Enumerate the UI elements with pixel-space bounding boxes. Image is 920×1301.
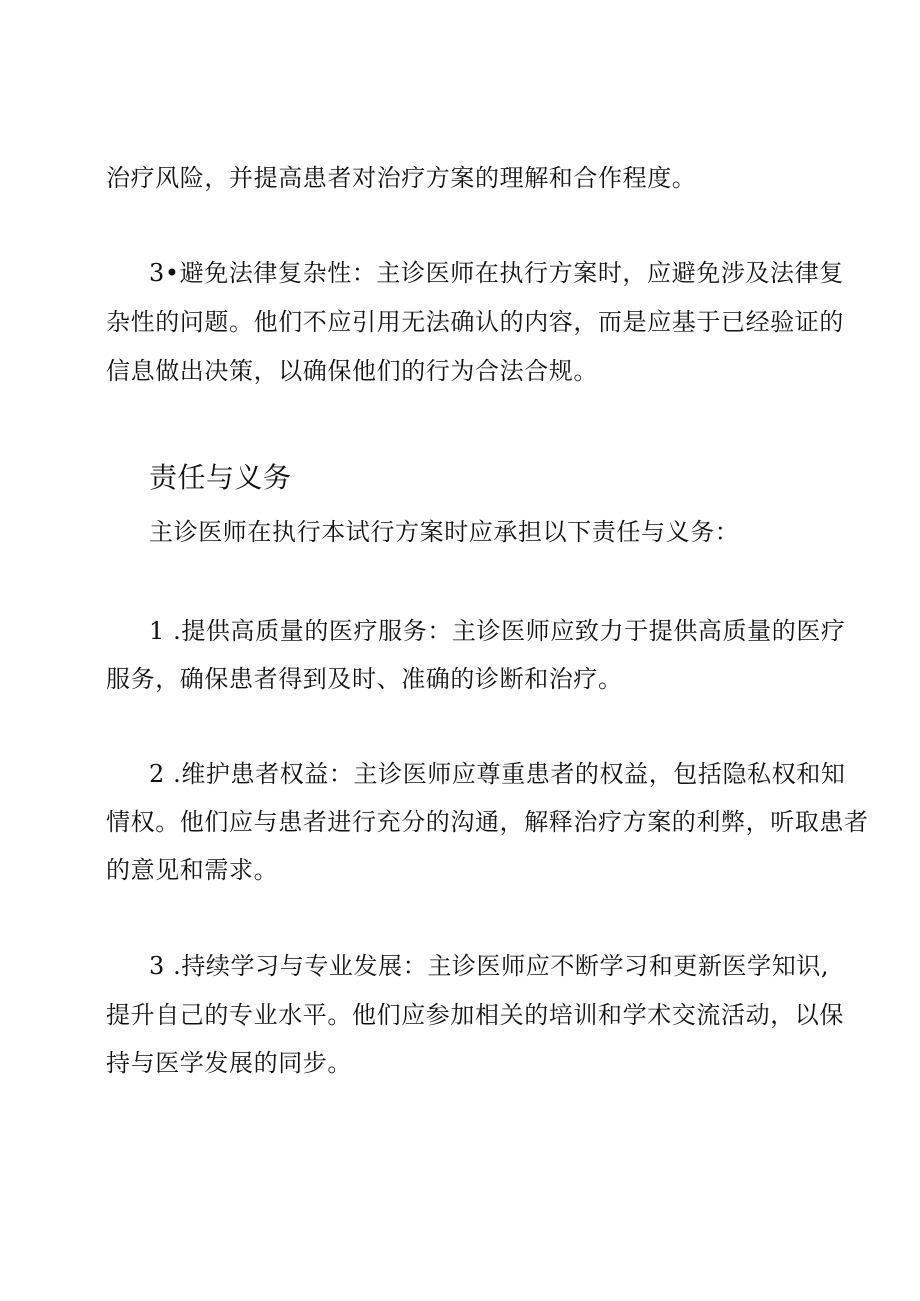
item-3-line-2: 提升自己的专业水平。他们应参加相关的培训和学术交流活动，以保	[106, 1001, 844, 1029]
item-1-line-2: 服务，确保患者得到及时、准确的诊断和治疗。	[106, 665, 623, 693]
item-2-line-1: 2 .维护患者权益：主诊医师应尊重患者的权益，包括隐私权和知	[149, 760, 846, 788]
item-3-line-1: 3 .持续学习与专业发展：主诊医师应不断学习和更新医学知识,	[149, 952, 830, 980]
paragraph-continuation: 治疗风险，并提高患者对治疗方案的理解和合作程度。	[106, 164, 697, 192]
legal-item-line-1: 3•避免法律复杂性：主诊医师在执行方案时，应避免涉及法律复	[149, 259, 844, 287]
item-1-line-1: 1 .提供高质量的医疗服务：主诊医师应致力于提供高质量的医疗	[149, 617, 846, 645]
legal-item-line-3: 信息做出决策，以确保他们的行为合法合规。	[106, 357, 598, 385]
section-heading: 责任与义务	[149, 461, 292, 494]
item-2-line-2: 情权。他们应与患者进行充分的沟通，解释治疗方案的利弊，听取患者	[106, 808, 869, 836]
legal-item-line-2: 杂性的问题。他们不应引用无法确认的内容，而是应基于已经验证的	[106, 308, 844, 336]
section-intro: 主诊医师在执行本试行方案时应承担以下责任与义务：	[149, 518, 740, 546]
item-2-line-3: 的意见和需求。	[106, 856, 279, 884]
item-3-line-3: 持与医学发展的同步。	[106, 1049, 352, 1077]
